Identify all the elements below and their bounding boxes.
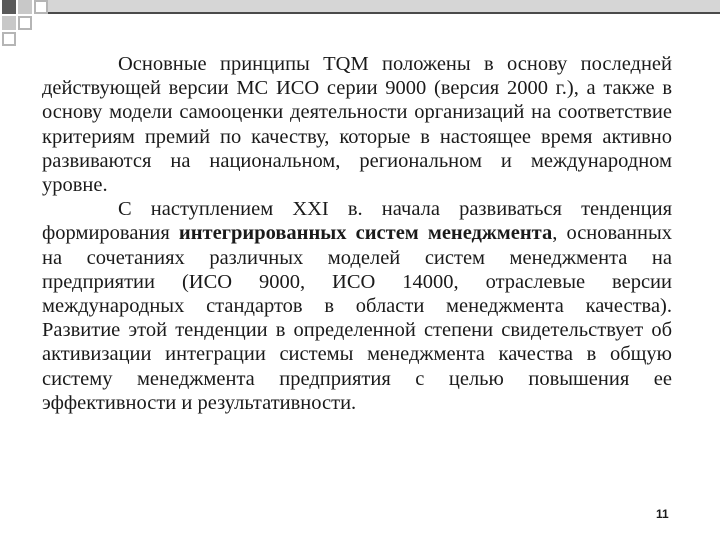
decor-square <box>34 0 48 14</box>
paragraph-text-rest: , основанных на сочетаниях различных моделей систем менеджмента на предприятии (ИСО 9000, ИСО 14000, отраслевые версии международных стандартов в области менеджмента качества). Развитие этой тенденции в определенной степени свидетельствует об активизации интеграции системы менеджмента качества в общую систему менеджмента предприятия с целью повышения ее эффективности и результативности. <box>42 222 672 414</box>
slide-body <box>42 52 672 415</box>
header-band <box>44 0 720 12</box>
paragraph-text: Основные принципы TQM положены в основу последней действующей версии МС ИСО серии 9000 (версия 2000 г.), а также в основу модели самооценки деятельности организаций на соответствие критериям премий по качеству, которые в настоящее время активно развиваются на национальном, региональном и международном уровне. <box>42 53 672 197</box>
decor-square <box>18 0 32 14</box>
paragraph-integration <box>42 197 672 415</box>
paragraph-tqm <box>42 52 672 197</box>
decor-square <box>2 32 16 46</box>
decor-square <box>2 16 16 30</box>
paragraph-text-lead: С наступлением XXI в. начала развиваться тенденция формирования <box>42 198 672 245</box>
header-rule <box>44 12 720 14</box>
emphasis-term: интегрированных систем менеджмента <box>178 222 553 245</box>
decor-square <box>18 16 32 30</box>
decor-square <box>2 0 16 14</box>
slide-number: 11 <box>656 507 669 521</box>
